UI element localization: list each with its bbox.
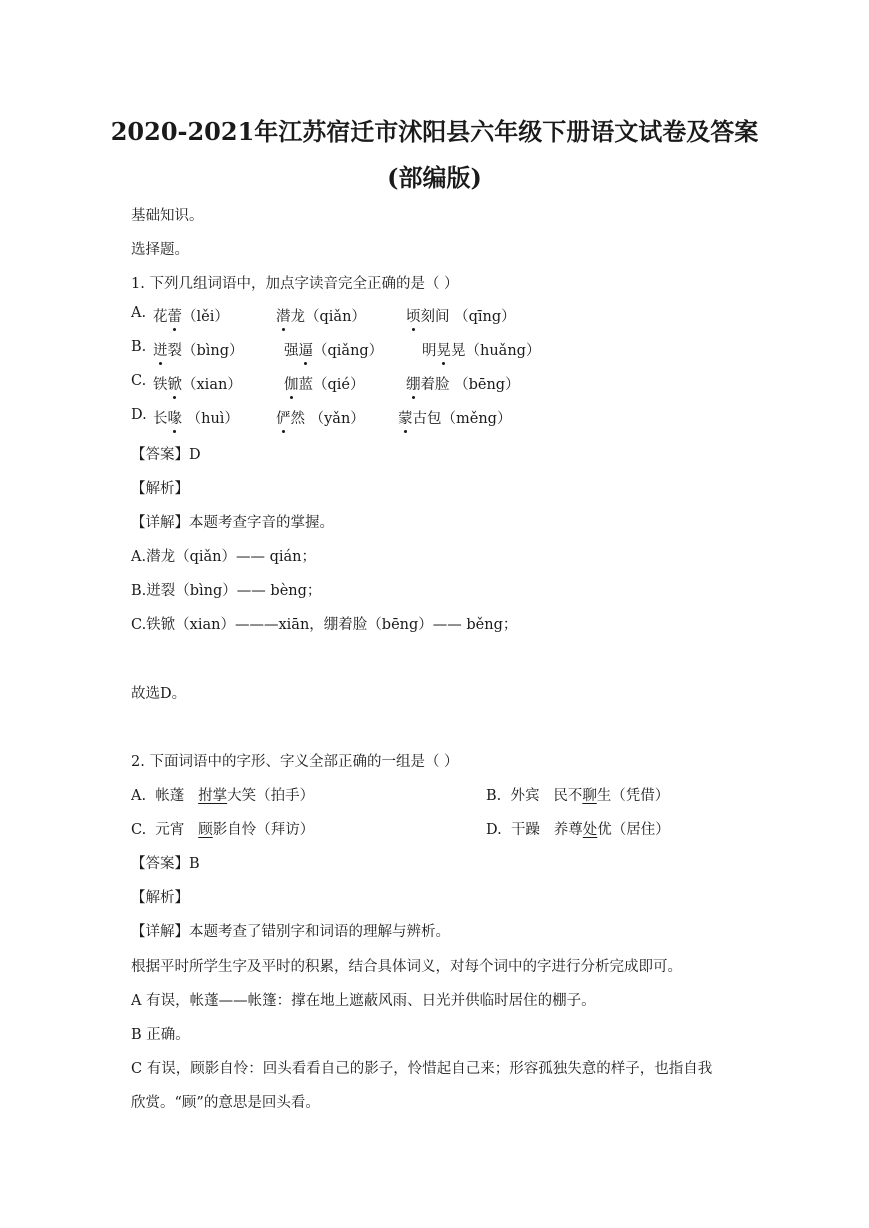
detail-2: 【详解】本题考查了错别字和词语的理解与辨析。 [131, 924, 450, 940]
explanation-2b: A 有误，帐蓬——帐篷：撑在地上遮蔽风雨、日光并供临时居住的棚子。 [131, 993, 596, 1009]
conclusion-1: 故选D。 [131, 686, 187, 702]
answer-2: 【答案】B [131, 856, 200, 872]
option-a: A. 帐蓬 拊掌大笑（拍手） [131, 788, 315, 804]
analysis-2: 【解析】 [131, 890, 189, 906]
explanation-1c: C.铁锨（xian）———xiān，绷着脸（bēng）—— běng； [131, 617, 518, 633]
question-2-stem: 2. 下面词语中的字形、字义全部正确的一组是（ ） [131, 754, 459, 770]
option-label: B. [131, 339, 147, 355]
option-label: A. [131, 305, 147, 321]
option-item: 俨然 （yǎn） [276, 407, 365, 428]
option-item: 长喙 （huì） [153, 407, 239, 428]
analysis-1: 【解析】 [131, 481, 189, 497]
explanation-1a: A.潜龙（qiǎn）—— qián； [131, 549, 316, 565]
detail-1: 【详解】本题考查字音的掌握。 [131, 515, 334, 531]
question-1-stem: 1. 下列几组词语中，加点字读音完全正确的是（ ） [131, 276, 459, 292]
option-d: D. 干躁 养尊处优（居住） [486, 822, 670, 838]
option-item: 伽蓝（qié） [284, 373, 365, 394]
option-item: 顷刻间 （qīng） [406, 305, 516, 326]
option-item: 花蕾（lěi） [153, 305, 229, 326]
option-item: 绷着脸 （bēng） [406, 373, 520, 394]
explanation-2c: B 正确。 [131, 1027, 190, 1043]
option-c: C. 元宵 顾影自怜（拜访） [131, 822, 315, 838]
explanation-2a: 根据平时所学生字及平时的积累，结合具体词义，对每个词中的字进行分析完成即可。 [131, 959, 682, 975]
explanation-2e: 欣赏。“顾”的意思是回头看。 [131, 1095, 320, 1111]
document-title: 2020-2021年江苏宿迁市沭阳县六年级下册语文试卷及答案 [110, 117, 759, 146]
option-item: 铁锨（xian） [153, 373, 242, 394]
section-subheading: 选择题。 [131, 242, 189, 258]
document-subtitle: (部编版) [387, 163, 482, 192]
explanation-2d: C 有误，顾影自怜：回头看看自己的影子，怜惜起自己来；形容孤独失意的样子，也指自我 [131, 1061, 713, 1077]
option-item: 蒙古包（měng） [398, 407, 511, 428]
option-item: 迸裂（bìng） [153, 339, 244, 360]
section-heading: 基础知识。 [131, 208, 204, 224]
answer-1: 【答案】D [131, 447, 201, 463]
option-label: C. [131, 373, 147, 389]
explanation-1b: B.迸裂（bìng）—— bèng； [131, 583, 322, 599]
option-b: B. 外宾 民不聊生（凭借） [486, 788, 670, 804]
option-item: 强逼（qiǎng） [284, 339, 383, 360]
option-label: D. [131, 407, 147, 423]
option-item: 潜龙（qiǎn） [276, 305, 366, 326]
option-item: 明晃晃（huǎng） [422, 339, 540, 360]
